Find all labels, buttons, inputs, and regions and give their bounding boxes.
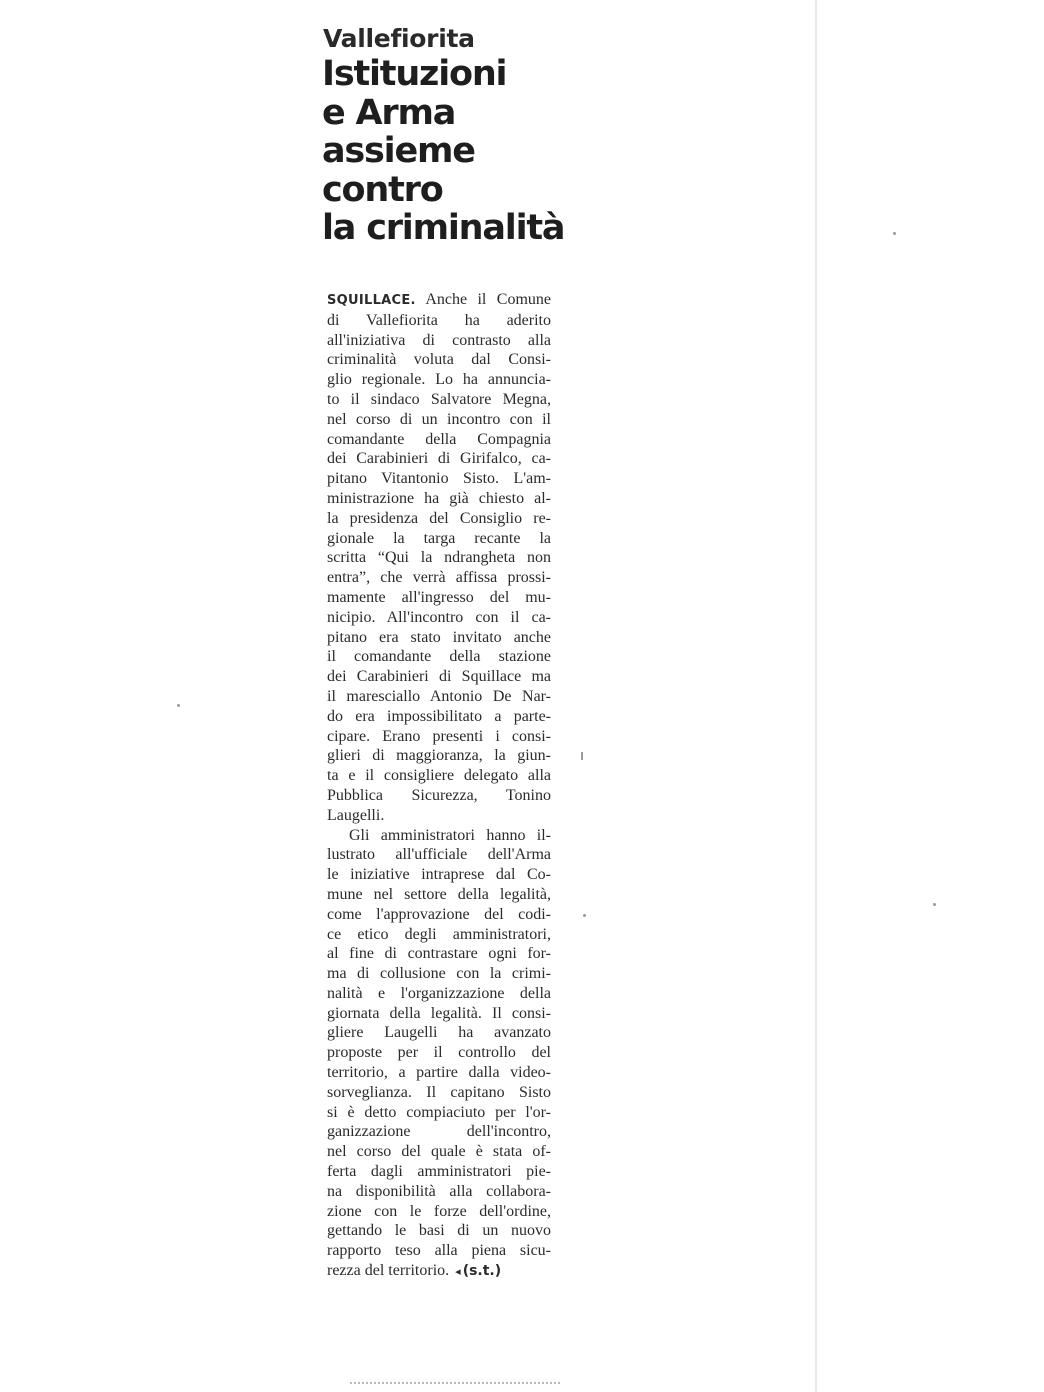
text-line xyxy=(327,1142,551,1162)
text-line xyxy=(327,311,551,331)
dateline: SQUILLACE. xyxy=(327,293,416,308)
text-line xyxy=(327,885,551,905)
text-line-content: Gli amministratori hanno il- xyxy=(349,826,551,844)
text-line xyxy=(327,370,551,390)
text-line-content: come l'approvazione del codi- xyxy=(327,905,551,923)
text-line xyxy=(327,430,551,450)
text-line-content: do era impossibilitato a parte- xyxy=(327,707,551,725)
text-line xyxy=(327,1103,551,1123)
text-line-content: entra”, che verrà affissa prossi- xyxy=(327,569,551,587)
text-line-content: mamente all'ingresso del mu- xyxy=(327,588,551,606)
article-paragraph-2 xyxy=(327,826,551,1283)
text-line-content: Pubblica Sicurezza, Tonino xyxy=(327,786,551,804)
text-line xyxy=(327,509,551,529)
article-paragraph-1 xyxy=(327,290,551,826)
text-line xyxy=(327,628,551,648)
text-line-content: scritta “Qui la ndrangheta non xyxy=(327,549,551,567)
page-edge xyxy=(815,0,817,1392)
text-line xyxy=(327,1202,551,1222)
text-line xyxy=(327,865,551,885)
text-line-content: il comandante della stazione xyxy=(327,648,551,666)
text-line-content: proposte per il controllo del xyxy=(327,1044,551,1062)
text-line-content: ferta dagli amministratori pie- xyxy=(327,1163,551,1181)
text-line-content: comandante della Compagnia xyxy=(327,430,551,448)
text-line xyxy=(327,826,551,846)
article-body xyxy=(327,290,551,1283)
text-line xyxy=(327,1063,551,1083)
scan-speck xyxy=(177,704,180,707)
text-line xyxy=(327,925,551,945)
headline-line: la criminalità xyxy=(322,208,565,248)
text-line-content: nalità e l'organizzazione della xyxy=(327,984,551,1002)
text-line-content: glio regionale. Lo ha annuncia- xyxy=(327,371,551,389)
text-line xyxy=(327,1221,551,1241)
text-line xyxy=(327,568,551,588)
text-line-content: nicipio. All'incontro con il ca- xyxy=(327,608,551,626)
text-line-content: territorio, a partire dalla video- xyxy=(327,1064,551,1082)
headline-line: Istituzioni xyxy=(322,54,507,94)
article-kicker: Vallefiorita xyxy=(323,24,475,53)
text-line xyxy=(327,331,551,351)
text-line-content: ministrazione ha già chiesto al- xyxy=(327,489,551,507)
text-line-content: Laugelli. xyxy=(327,806,385,824)
text-line-content: di Vallefiorita ha aderito xyxy=(327,311,551,329)
headline-line: contro xyxy=(322,169,443,210)
text-line xyxy=(327,1241,551,1261)
text-line-content: all'iniziativa di contrasto alla xyxy=(327,331,551,349)
text-line-content: rapporto teso alla piena sicu- xyxy=(327,1242,551,1260)
text-line xyxy=(327,1043,551,1063)
text-line-content: sorveglianza. Il capitano Sisto xyxy=(327,1083,551,1101)
text-line xyxy=(327,608,551,628)
text-line xyxy=(327,944,551,964)
text-line xyxy=(327,548,551,568)
text-line-content: dei Carabinieri di Girifalco, ca- xyxy=(327,450,551,468)
text-line xyxy=(327,746,551,766)
text-line-content: gettando le basi di un nuovo xyxy=(327,1222,551,1240)
text-line xyxy=(327,964,551,984)
text-line-content: cipare. Erano presenti i consi- xyxy=(327,727,551,745)
scan-speck xyxy=(893,232,896,235)
text-line xyxy=(327,290,551,311)
text-line xyxy=(327,766,551,786)
text-line-content: Anche il Comune xyxy=(425,291,551,308)
text-line xyxy=(327,707,551,727)
headline-line: e Arma xyxy=(322,92,456,133)
text-line xyxy=(327,806,551,826)
text-line-content: ma di collusione con la crimi- xyxy=(327,965,551,983)
text-line xyxy=(327,786,551,806)
text-line xyxy=(327,984,551,1004)
text-line xyxy=(327,1162,551,1182)
text-line-content: al fine di contrastare ogni for- xyxy=(327,945,551,963)
text-line xyxy=(327,647,551,667)
text-line xyxy=(327,1004,551,1024)
text-line xyxy=(327,489,551,509)
article-headline xyxy=(322,54,565,248)
text-line-content: mune nel settore della legalità, xyxy=(327,885,551,903)
text-line-content: le iniziative intraprese dal Co- xyxy=(327,866,551,884)
text-line-content: zione con le forze dell'ordine, xyxy=(327,1202,551,1220)
text-line-content: criminalità voluta dal Consi- xyxy=(327,351,551,369)
scan-speck xyxy=(933,903,936,906)
text-line xyxy=(327,905,551,925)
text-line xyxy=(327,667,551,687)
scan-speck xyxy=(581,752,583,760)
text-line-content: dei Carabinieri di Squillace ma xyxy=(327,668,551,686)
text-line xyxy=(327,449,551,469)
text-line-content: si è detto compiaciuto per l'or- xyxy=(327,1103,551,1121)
text-line-content: gliere Laugelli ha avanzato xyxy=(327,1024,551,1042)
bottom-rule xyxy=(350,1382,560,1384)
text-line xyxy=(327,390,551,410)
text-line-content: nel corso del quale è stata of- xyxy=(327,1143,551,1161)
text-line-content: ce etico degli amministratori, xyxy=(327,925,551,943)
text-line xyxy=(327,1182,551,1202)
text-line-content: la presidenza del Consiglio re- xyxy=(327,509,551,527)
text-line-content: nel corso di un incontro con il xyxy=(327,410,551,428)
text-line-content: na disponibilità alla collabora- xyxy=(327,1182,551,1200)
text-line xyxy=(327,1122,551,1142)
text-line xyxy=(327,588,551,608)
text-line-content: pitano Vitantonio Sisto. L'am- xyxy=(327,470,551,488)
text-line xyxy=(327,1023,551,1043)
text-line-content: rezza del territorio. xyxy=(327,1262,450,1280)
text-line-content: gionale la targa recante la xyxy=(327,529,551,547)
text-line-content: pitano era stato invitato anche xyxy=(327,628,551,646)
text-line xyxy=(327,1261,551,1283)
text-line-content: lustrato all'ufficiale dell'Arma xyxy=(327,846,551,864)
scan-speck xyxy=(583,914,586,917)
text-line-content: glieri di maggioranza, la giun- xyxy=(327,747,551,765)
author-signature: (s.t.) xyxy=(462,1263,502,1280)
text-line xyxy=(327,1083,551,1103)
article-header xyxy=(322,24,565,248)
text-line xyxy=(327,350,551,370)
text-line-content: to il sindaco Salvatore Megna, xyxy=(327,390,551,408)
text-line xyxy=(327,469,551,489)
text-line xyxy=(327,727,551,747)
text-line-content: ta e il consigliere delegato alla xyxy=(327,767,551,785)
text-line xyxy=(327,410,551,430)
text-line xyxy=(327,845,551,865)
end-mark-icon: ◂ xyxy=(455,1266,461,1279)
headline-line: assieme xyxy=(322,131,475,171)
text-line-content: ganizzazione dell'incontro, xyxy=(327,1123,551,1141)
text-line-content: il maresciallo Antonio De Nar- xyxy=(327,687,551,705)
text-line-content: giornata della legalità. Il consi- xyxy=(327,1004,551,1022)
text-line xyxy=(327,529,551,549)
text-line xyxy=(327,687,551,707)
